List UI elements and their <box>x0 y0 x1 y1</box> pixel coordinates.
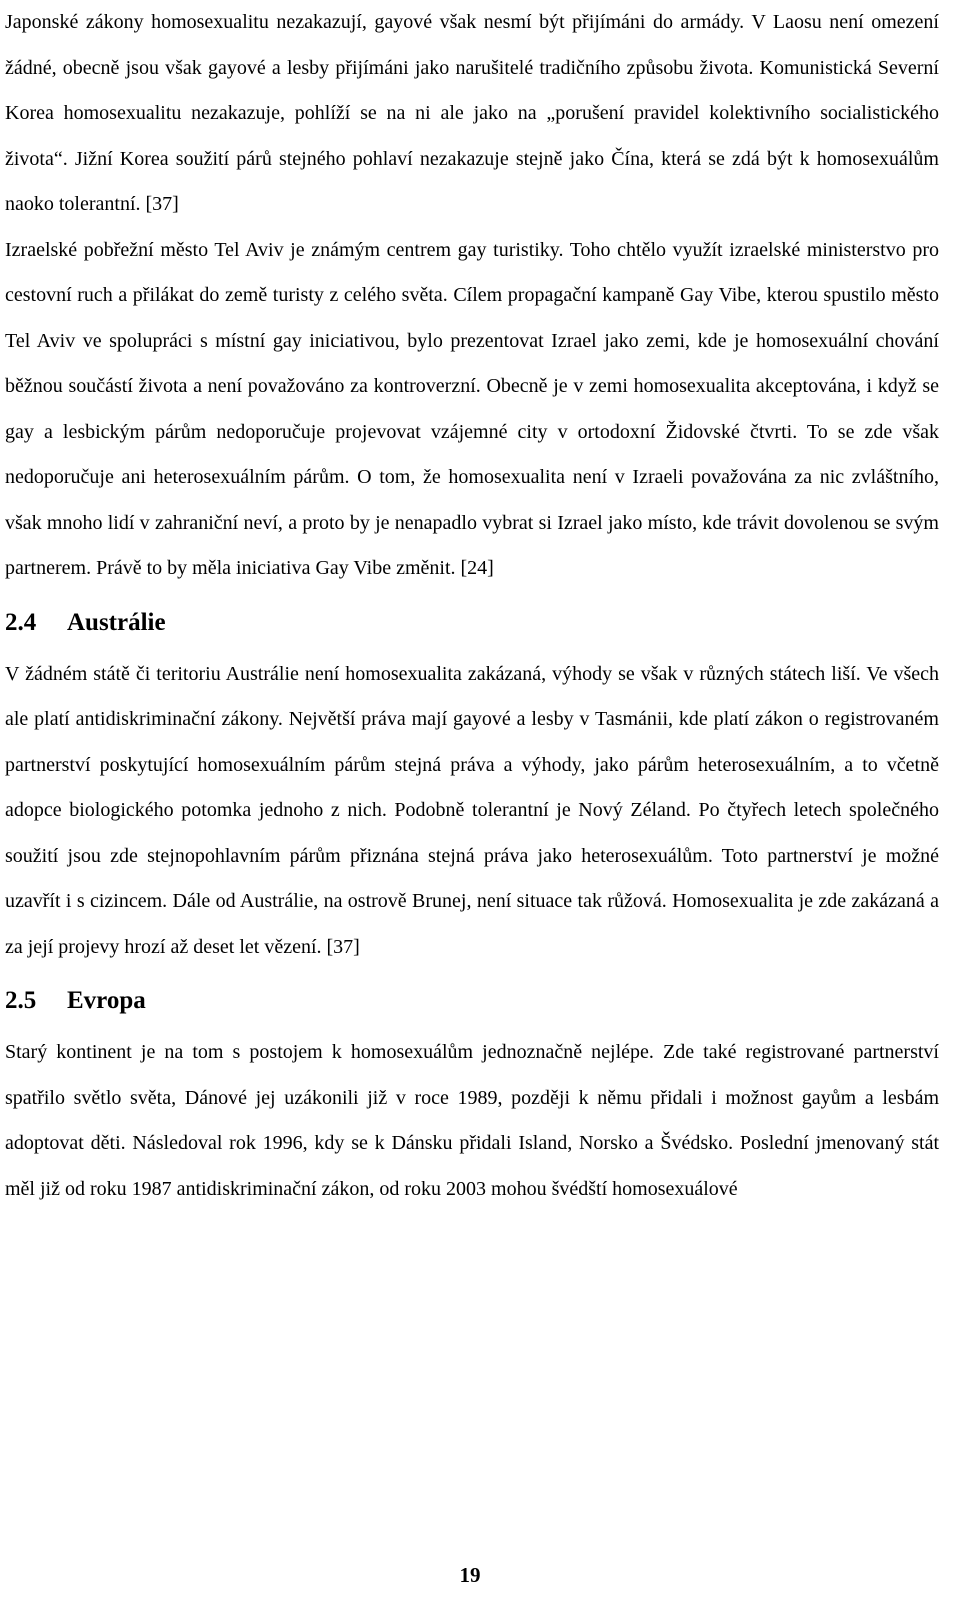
section-heading-australia <box>5 592 939 652</box>
section-title: Austrálie <box>67 608 166 636</box>
section-heading-europe <box>5 970 939 1030</box>
paragraph-australia: V žádném státě či teritoriu Austrálie není homosexualita zakázaná, výhody se však v různých státech liší. Ve všech ale platí antidiskriminační zákony. Největší práva mají gayové a lesby v Tasmánii, kde platí zákon o registrovaném partnerství poskytující homosexuálním párům stejná práva a výhody, jako párům heterosexuálním, a to včetně adopce biologického potomka jednoho z nich. Podobně tolerantní je Nový Zéland. Po čtyřech letech společného soužití jsou zde stejnopohlavním párům přiznána stejná práva jako heterosexuálům. Toto partnerství je možné uzavřít i s cizincem. Dále od Austrálie, na ostrově Brunej, není situace tak růžová. Homosexualita je zde zakázaná a za její projevy hrozí až deset let vězení. [37] <box>5 662 939 958</box>
section-number: 2.4 <box>5 608 37 636</box>
document-page <box>5 0 939 1212</box>
paragraph-europe: Starý kontinent je na tom s postojem k homosexuálům jednoznačně nejlépe. Zde také registrované partnerství spatřilo světlo světa, Dánové jej uzákonili již v roce 1989, později k němu přidali i možnost gayům a lesbám adoptovat děti. Následoval rok 1996, kdy se k Dánsku přidali Island, Norsko a Švédsko. Poslední jmenovaný stát měl již od roku 1987 antidiskriminační zákon, od roku 2003 mohou švédští homosexuálové <box>5 1041 939 1200</box>
section-title: Evropa <box>67 987 146 1014</box>
page-number: 19 <box>459 1563 481 1587</box>
section-number: 2.5 <box>5 987 37 1014</box>
paragraph-asia: Japonské zákony homosexualitu nezakazují, gayové však nesmí být přijímáni do armády. V Laosu není omezení žádné, obecně jsou však gayové a lesby přijímáni jako narušitelé tradičního způsobu života. Komunistická Severní Korea homosexualitu nezakazuje, pohlíží se na ni ale jako na „porušení pravidel kolektivního socialistického života“. Jižní Korea soužití párů stejného pohlaví nezakazuje stejně jako Čína, která se zdá být k homosexuálům naoko tolerantní. [37] <box>5 11 939 215</box>
paragraph-israel: Izraelské pobřežní město Tel Aviv je známým centrem gay turistiky. Toho chtělo využít izraelské ministerstvo pro cestovní ruch a přilákat do země turisty z celého světa. Cílem propagační kampaně Gay Vibe, kterou spustilo město Tel Aviv ve spolupráci s místní gay iniciativou, bylo prezentovat Izrael jako zemi, kde je homosexuální chování běžnou součástí života a není považováno za kontroverzní. Obecně je v zemi homosexualita akceptována, i když se gay a lesbickým párům nedoporučuje projevovat vzájemné city v ortodoxní Židovské čtvrti. To se zde však nedoporučuje ani heterosexuálním párům. O tom, že homosexualita není v Izraeli považována za nic zvláštního, však mnoho lidí v zahraniční neví, a proto by je nenapadlo vybrat si Izrael jako místo, kde trávit dovolenou se svým partnerem. Právě to by měla iniciativa Gay Vibe změnit. [24] <box>5 238 939 579</box>
